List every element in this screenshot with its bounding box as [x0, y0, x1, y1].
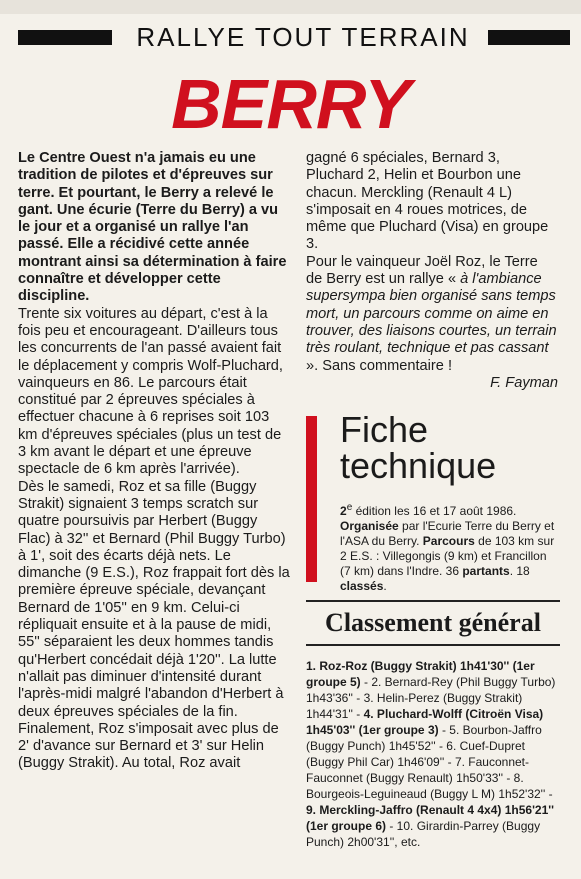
- classement-general: [306, 600, 560, 850]
- fiche-parcours: de 103 km sur 2 E.S. : Villegongis (9 km) et Francillon (7 km) dans l'Indre. 36: [340, 534, 555, 578]
- result-5-8: - 5. Bourbon-Jaffro (Buggy Punch) 1h45'52'' - 6. Cuef-Dupret (Buggy Phil Car) 1h46'09'' - 7. Fauconnet-Fauconnet (Buggy Renault) 1h50'33'' - 8. Bourgeois-Leguineaud (Buggy L M) 1h52'32'' -: [306, 723, 553, 801]
- section-title: RALLYE TOUT TERRAIN: [136, 22, 470, 52]
- fiche-parcours-label: Parcours: [422, 534, 475, 548]
- article-paragraph-3: gagné 6 spéciales, Bernard 3, Pluchard 2, Helin et Bourbon une chacun. Merckling (Renault 4 L) s'imposait en 4 roues motrices, de même que Pluchard (Visa) en groupe 3.: [306, 150, 549, 253]
- article-title: BERRY: [171, 65, 410, 143]
- fiche-title: [340, 409, 560, 486]
- fiche-text: [340, 500, 560, 594]
- header-bar-left: [18, 30, 112, 45]
- quote-outro: ». Sans commentaire !: [306, 357, 453, 374]
- fiche-accent-bar: [306, 416, 317, 582]
- fiche-organisee-label: Organisée: [340, 519, 399, 533]
- quote-intro: Pour le vainqueur Joël Roz, le Terre de Berry est un rallye «: [306, 253, 538, 288]
- fiche-classes-count: . 18: [509, 564, 530, 578]
- fiche-title-line1: Fiche: [340, 409, 429, 450]
- fiche-classes-label: classés: [340, 579, 384, 593]
- fiche-edition: 2: [340, 504, 347, 518]
- classement-bottom-rule: [306, 644, 560, 646]
- quote-text: à l'ambiance supersympa bien organisé sans temps mort, un parcours comme on aime en trouver, des liaisons courtes, un terrain très roulant, technique et pas cassant: [306, 271, 557, 357]
- header-bar-right: [488, 30, 570, 45]
- classement-results: [306, 658, 560, 850]
- result-4: 4. Pluchard-Wolff (Citroën Visa) 1h45'03'' (1er groupe 3): [306, 707, 544, 737]
- fiche-title-line2: technique: [340, 445, 497, 486]
- top-strip: [0, 0, 581, 14]
- article-paragraph-1: Trente six voitures au départ, c'est à la fois peu et encourageant. D'ailleurs tous les concurrents de l'an passé avaient fait le déplacement y compris Wolf-Pluchard, vainqueurs en 86. Le parcours était constitué par 2 épreuves spéciales à effectuer chacune à 6 reprises soit 103 km d'épreuves spéciales (plus un test de 3 km avant le départ et une épreuve spectacle de 6 km après l'arrivée).: [18, 305, 283, 478]
- fiche-partants-label: partants: [462, 564, 510, 578]
- article-column-left: [18, 150, 290, 773]
- fiche-edition-suffix: e: [346, 502, 353, 513]
- classement-title: Classement général: [325, 608, 541, 637]
- result-1: 1. Roz-Roz (Buggy Strakit) 1h41'30'' (1er groupe 5): [306, 659, 535, 689]
- section-header: [18, 22, 570, 52]
- fiche-technique: [306, 409, 562, 593]
- result-10: - 10. Girardin-Parrey (Buggy Punch) 2h00'31'', etc.: [306, 819, 541, 849]
- article-column-right: [306, 150, 558, 392]
- fiche-dates: édition les 16 et 17 août 1986.: [352, 504, 517, 518]
- author-signature: F. Fayman: [490, 374, 558, 391]
- article-lead: Le Centre Ouest n'a jamais eu une tradition de pilotes et d'épreuves sur terre. Et pourtant, le Berry a relevé le gant. Une écurie (Terre du Berry) a vu le jour et a organisé un rallye l'an passé. Elle a récidivé cette année montrant ainsi sa détermination à faire connaître et développer cette discipline.: [18, 150, 287, 305]
- result-2-3: - 2. Bernard-Rey (Phil Buggy Turbo) 1h43'36'' - 3. Helin-Perez (Buggy Strakit) 1h44'31'' -: [306, 675, 556, 721]
- article-paragraph-2: Dès le samedi, Roz et sa fille (Buggy Strakit) signaient 3 temps scratch sur quatre poursuivis par Herbert (Buggy Flac) à 32'' et Bernard (Phil Buggy Turbo) à 1', soit des écarts déjà nets. Le dimanche (9 E.S.), Roz frappait fort dès la première épreuve spéciale, devançant Bernard de 1'05'' en 9 km. Celui-ci répliquait ensuite et à la pause de midi, 55'' séparaient les deux hommes tandis qu'Herbert concédait déjà 1'20''. La lutte n'allait pas diminuer d'intensité durant l'après-midi malgré l'abandon d'Herbert à deux épreuves spéciales de la fin. Finalement, Roz s'imposait avec plus de 2' d'avance sur Bernard et 3' sur Helin (Buggy Strakit). Au total, Roz avait: [18, 478, 290, 772]
- result-9: 9. Merckling-Jaffro (Renault 4 4x4) 1h56'21'' (1er groupe 6): [306, 803, 554, 833]
- fiche-organisers: par l'Ecurie Terre du Berry et l'ASA du Berry.: [340, 519, 555, 548]
- fiche-end: .: [383, 579, 387, 593]
- article-paragraph-4: [306, 254, 558, 375]
